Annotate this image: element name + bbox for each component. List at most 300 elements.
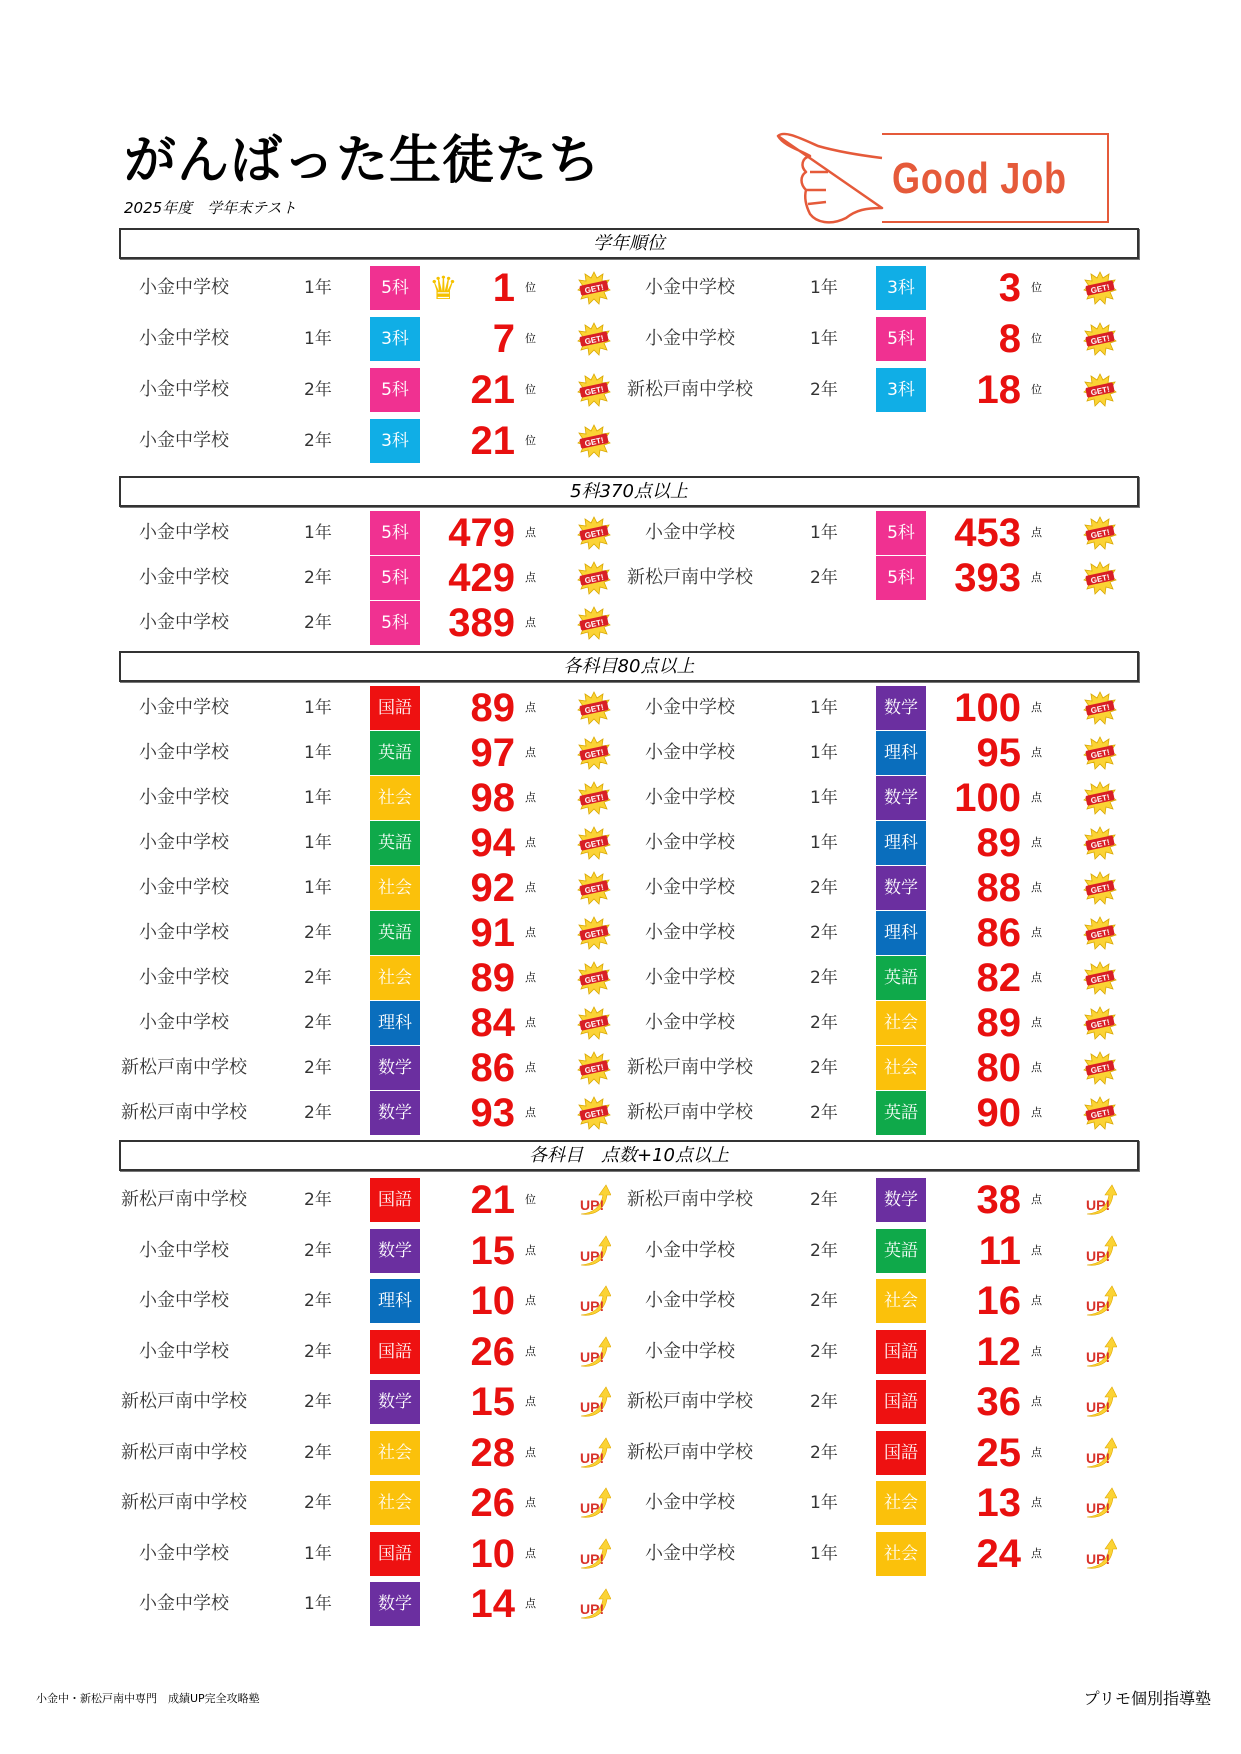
svg-text:UP!: UP!: [1086, 1197, 1111, 1213]
get-badge-icon: [577, 916, 611, 950]
svg-text:GET!: GET!: [1089, 882, 1111, 896]
unit-label: 点: [525, 571, 536, 584]
school-name: 新松戸南中学校: [627, 1391, 753, 1412]
unit-label: 点: [1031, 1061, 1042, 1074]
subject-badge: 数学: [370, 1380, 420, 1424]
subject-badge: 3科: [876, 266, 926, 310]
score-value: 25: [976, 1430, 1021, 1475]
svg-text:GET!: GET!: [1089, 792, 1111, 806]
svg-text:UP!: UP!: [580, 1500, 605, 1516]
subject-badge: 社会: [370, 956, 420, 1000]
svg-text:GET!: GET!: [1089, 972, 1111, 986]
result-entry: [119, 1431, 619, 1475]
result-entry: [625, 1431, 1125, 1475]
get-badge-icon: [1083, 373, 1117, 407]
score-value: 89: [976, 821, 1021, 865]
result-entry: [119, 1380, 619, 1424]
svg-text:GET!: GET!: [1089, 927, 1111, 941]
grade-label: 2年: [304, 1392, 332, 1412]
school-name: 小金中学校: [139, 877, 229, 898]
unit-label: 点: [1031, 1016, 1042, 1029]
svg-text:GET!: GET!: [1089, 702, 1111, 716]
result-entry: [119, 1481, 619, 1525]
score-value: 18: [976, 368, 1021, 412]
subject-badge: 英語: [370, 821, 420, 865]
score-value: 89: [470, 956, 515, 1000]
result-entry: [625, 956, 1125, 1000]
unit-label: 点: [1031, 971, 1042, 984]
subject-badge: 国語: [370, 1532, 420, 1576]
get-badge-icon: [577, 826, 611, 860]
school-name: 小金中学校: [645, 742, 735, 763]
grade-label: 2年: [810, 1103, 838, 1123]
school-name: 小金中学校: [645, 1492, 735, 1513]
unit-label: 点: [525, 926, 536, 939]
svg-text:GET!: GET!: [583, 617, 605, 631]
grade-label: 2年: [304, 1013, 332, 1033]
unit-label: 点: [1031, 1445, 1042, 1459]
result-entry: [625, 1279, 1125, 1323]
svg-text:GET!: GET!: [1089, 1017, 1111, 1031]
unit-label: 点: [1031, 1344, 1042, 1358]
score-value: 389: [448, 601, 515, 645]
school-name: 小金中学校: [645, 1542, 735, 1564]
school-name: 小金中学校: [645, 277, 735, 298]
school-name: 新松戸南中学校: [121, 1492, 247, 1513]
svg-text:GET!: GET!: [1089, 527, 1111, 541]
unit-label: 点: [525, 881, 536, 894]
score-value: 98: [470, 776, 515, 820]
school-name: 小金中学校: [645, 877, 735, 898]
up-arrow-icon: [577, 1486, 611, 1520]
get-badge-icon: [1083, 1006, 1117, 1040]
grade-label: 1年: [304, 878, 332, 898]
unit-label: 点: [1031, 571, 1042, 584]
up-arrow-icon: [1083, 1284, 1117, 1318]
up-arrow-icon: [1083, 1385, 1117, 1419]
result-entry: [119, 266, 619, 310]
get-badge-icon: [577, 271, 611, 305]
subject-badge: 5科: [370, 368, 420, 412]
good-job-badge: [770, 128, 1110, 228]
school-name: 新松戸南中学校: [121, 1441, 247, 1463]
get-badge-icon: [577, 736, 611, 770]
result-entry: [119, 1046, 619, 1090]
score-value: 13: [976, 1481, 1021, 1525]
svg-text:UP!: UP!: [580, 1247, 605, 1264]
school-name: 小金中学校: [645, 328, 735, 349]
result-entry: [119, 1178, 619, 1222]
grade-label: 2年: [304, 968, 332, 988]
grade-label: 2年: [304, 613, 332, 633]
grade-label: 1年: [810, 1543, 838, 1564]
school-name: 小金中学校: [645, 832, 735, 853]
unit-label: 点: [525, 1344, 536, 1358]
svg-text:UP!: UP!: [580, 1449, 605, 1466]
footer-tagline: 小金中・新松戸南中専門 成績UP完全攻略塾: [36, 1692, 260, 1705]
result-entry: [625, 866, 1125, 910]
school-name: 小金中学校: [645, 922, 735, 943]
unit-label: 点: [525, 1546, 536, 1560]
score-value: 15: [470, 1228, 515, 1273]
grade-label: 2年: [810, 1013, 838, 1033]
school-name: 小金中学校: [645, 787, 735, 808]
score-value: 89: [470, 686, 515, 730]
svg-text:UP!: UP!: [1086, 1247, 1111, 1264]
get-badge-icon: [577, 871, 611, 905]
result-entry: [119, 556, 619, 600]
get-badge-icon: [577, 1096, 611, 1130]
grade-label: 2年: [304, 1103, 332, 1123]
unit-label: 位: [1031, 281, 1042, 294]
subject-badge: 国語: [370, 1330, 420, 1374]
up-arrow-icon: [1083, 1537, 1117, 1571]
result-entry: [119, 1582, 619, 1626]
unit-label: 点: [525, 1243, 536, 1257]
unit-label: 点: [1031, 1294, 1042, 1307]
school-name: 小金中学校: [139, 922, 229, 943]
svg-text:GET!: GET!: [583, 747, 605, 761]
grade-label: 2年: [304, 1341, 332, 1362]
score-value: 479: [448, 511, 515, 555]
school-name: 小金中学校: [139, 328, 229, 349]
subject-badge: 理科: [876, 731, 926, 775]
get-badge-icon: [1083, 826, 1117, 860]
unit-label: 点: [1031, 746, 1042, 759]
result-entry: [625, 511, 1125, 555]
up-arrow-icon: [1083, 1486, 1117, 1520]
get-badge-icon: [577, 961, 611, 995]
school-name: 新松戸南中学校: [121, 1102, 247, 1123]
unit-label: 点: [525, 616, 536, 629]
unit-label: 位: [525, 332, 536, 345]
svg-text:GET!: GET!: [583, 837, 605, 851]
subject-badge: 数学: [370, 1582, 420, 1626]
score-value: 16: [976, 1279, 1021, 1323]
subject-badge: 5科: [876, 511, 926, 555]
score-value: 97: [470, 731, 515, 775]
svg-text:GET!: GET!: [583, 927, 605, 941]
up-arrow-icon: [577, 1436, 611, 1470]
school-name: 小金中学校: [139, 967, 229, 988]
unit-label: 位: [525, 434, 536, 447]
school-name: 小金中学校: [139, 697, 229, 718]
svg-text:GET!: GET!: [583, 792, 605, 806]
result-entry: [119, 317, 619, 361]
unit-label: 点: [525, 1597, 536, 1610]
result-entry: [119, 686, 619, 730]
result-entry: [119, 866, 619, 910]
get-badge-icon: [1083, 561, 1117, 595]
grade-label: 2年: [810, 1240, 838, 1261]
grade-label: 2年: [810, 1058, 838, 1078]
score-value: 21: [470, 419, 515, 463]
up-arrow-icon: [577, 1234, 611, 1268]
unit-label: 位: [525, 281, 536, 294]
score-value: 26: [470, 1481, 515, 1525]
subject-badge: 理科: [370, 1001, 420, 1045]
svg-text:GET!: GET!: [583, 1062, 605, 1076]
result-entry: [625, 1178, 1125, 1222]
result-entry: [625, 1229, 1125, 1273]
subject-badge: 社会: [876, 1046, 926, 1090]
school-name: 小金中学校: [139, 1239, 229, 1261]
school-name: 小金中学校: [139, 742, 229, 763]
score-value: 93: [470, 1091, 515, 1135]
svg-text:GET!: GET!: [1089, 384, 1111, 398]
svg-text:UP!: UP!: [580, 1197, 605, 1213]
result-entry: [119, 731, 619, 775]
grade-label: 1年: [304, 278, 332, 298]
school-name: 小金中学校: [139, 567, 229, 588]
grade-label: 2年: [810, 923, 838, 943]
subject-badge: 理科: [370, 1279, 420, 1323]
score-value: 1: [492, 266, 515, 310]
score-value: 12: [976, 1329, 1021, 1374]
score-value: 393: [954, 556, 1021, 600]
up-arrow-icon: [1083, 1234, 1117, 1268]
score-value: 38: [976, 1178, 1021, 1222]
score-value: 86: [470, 1046, 515, 1090]
score-value: 28: [470, 1430, 515, 1475]
page-subtitle: 2025年度 学年末テスト: [124, 199, 297, 217]
svg-text:GET!: GET!: [583, 572, 605, 586]
svg-text:UP!: UP!: [580, 1348, 605, 1365]
score-value: 89: [976, 1001, 1021, 1045]
grade-label: 1年: [304, 788, 332, 808]
svg-text:GET!: GET!: [1089, 333, 1111, 347]
result-entry: [625, 731, 1125, 775]
school-name: 新松戸南中学校: [627, 379, 753, 400]
unit-label: 点: [525, 836, 536, 849]
score-value: 3: [998, 266, 1021, 310]
subject-badge: 3科: [370, 419, 420, 463]
get-badge-icon: [1083, 871, 1117, 905]
svg-text:GET!: GET!: [1089, 572, 1111, 586]
section-header: 各科目80点以上: [119, 651, 1139, 682]
pointing-hand-icon: [770, 128, 890, 228]
result-entry: [119, 1091, 619, 1135]
grade-label: 2年: [304, 923, 332, 943]
result-entry: [625, 1380, 1125, 1424]
get-badge-icon: [1083, 1051, 1117, 1085]
svg-text:GET!: GET!: [583, 527, 605, 541]
result-entry: [119, 911, 619, 955]
subject-badge: 国語: [876, 1431, 926, 1475]
grade-label: 1年: [304, 698, 332, 718]
school-name: 小金中学校: [645, 967, 735, 988]
get-badge-icon: [1083, 516, 1117, 550]
unit-label: 点: [1031, 1243, 1042, 1257]
score-value: 21: [470, 1178, 515, 1222]
unit-label: 点: [525, 1106, 536, 1119]
up-arrow-icon: [577, 1537, 611, 1571]
school-name: 新松戸南中学校: [627, 1441, 753, 1463]
score-value: 36: [976, 1380, 1021, 1424]
svg-text:GET!: GET!: [583, 972, 605, 986]
get-badge-icon: [577, 1006, 611, 1040]
unit-label: 点: [1031, 1496, 1042, 1509]
score-value: 26: [470, 1329, 515, 1374]
result-entry: [119, 1229, 619, 1273]
svg-text:UP!: UP!: [1086, 1550, 1111, 1567]
svg-text:GET!: GET!: [1089, 1062, 1111, 1076]
subject-badge: 5科: [876, 317, 926, 361]
up-arrow-icon: [1083, 1436, 1117, 1470]
subject-badge: 社会: [370, 1481, 420, 1525]
grade-label: 2年: [304, 1493, 332, 1513]
unit-label: 点: [1031, 881, 1042, 894]
svg-text:UP!: UP!: [580, 1601, 605, 1617]
unit-label: 点: [525, 1016, 536, 1029]
subject-badge: 理科: [876, 911, 926, 955]
grade-label: 1年: [304, 329, 332, 349]
svg-text:GET!: GET!: [1089, 837, 1111, 851]
svg-text:UP!: UP!: [580, 1550, 605, 1567]
unit-label: 位: [525, 383, 536, 396]
grade-label: 2年: [810, 968, 838, 988]
unit-label: 点: [525, 1395, 536, 1408]
grade-label: 1年: [304, 833, 332, 853]
grade-label: 2年: [304, 1291, 332, 1311]
svg-text:UP!: UP!: [580, 1399, 605, 1415]
subject-badge: 社会: [876, 1532, 926, 1576]
result-entry: [119, 1532, 619, 1576]
subject-badge: 英語: [876, 1091, 926, 1135]
svg-text:GET!: GET!: [583, 882, 605, 896]
subject-badge: 5科: [370, 266, 420, 310]
subject-badge: 数学: [370, 1091, 420, 1135]
up-arrow-icon: [577, 1284, 611, 1318]
unit-label: 点: [1031, 926, 1042, 939]
subject-badge: 数学: [876, 1178, 926, 1222]
result-entry: [625, 1091, 1125, 1135]
grade-label: 1年: [304, 1594, 332, 1614]
score-value: 10: [470, 1531, 515, 1576]
school-name: 小金中学校: [139, 430, 229, 451]
result-entry: [119, 1279, 619, 1323]
result-entry: [625, 1330, 1125, 1374]
score-value: 8: [998, 317, 1021, 361]
school-name: 新松戸南中学校: [627, 1102, 753, 1123]
school-name: 小金中学校: [139, 787, 229, 808]
grade-label: 2年: [304, 568, 332, 588]
grade-label: 2年: [810, 1190, 838, 1210]
subject-badge: 数学: [370, 1046, 420, 1090]
get-badge-icon: [1083, 322, 1117, 356]
unit-label: 点: [1031, 1395, 1042, 1408]
result-entry: [119, 956, 619, 1000]
score-value: 95: [976, 731, 1021, 775]
unit-label: 点: [1031, 526, 1042, 539]
score-value: 14: [470, 1582, 515, 1626]
svg-text:UP!: UP!: [1086, 1348, 1111, 1365]
subject-badge: 英語: [876, 956, 926, 1000]
score-value: 90: [976, 1091, 1021, 1135]
unit-label: 点: [525, 701, 536, 714]
svg-text:GET!: GET!: [583, 1107, 605, 1121]
subject-badge: 英語: [370, 731, 420, 775]
subject-badge: 英語: [876, 1229, 926, 1273]
school-name: 小金中学校: [139, 832, 229, 853]
school-name: 小金中学校: [139, 1340, 229, 1362]
get-badge-icon: [1083, 271, 1117, 305]
result-entry: [119, 511, 619, 555]
unit-label: 点: [1031, 1546, 1042, 1560]
score-value: 100: [954, 776, 1021, 820]
up-arrow-icon: [577, 1587, 611, 1621]
subject-badge: 数学: [876, 686, 926, 730]
subject-badge: 5科: [370, 511, 420, 555]
result-entry: [625, 686, 1125, 730]
score-value: 453: [954, 511, 1021, 555]
svg-text:GET!: GET!: [583, 384, 605, 398]
score-value: 11: [978, 1228, 1021, 1273]
score-value: 15: [470, 1380, 515, 1424]
section-header: 各科目 点数+10点以上: [119, 1140, 1139, 1171]
subject-badge: 英語: [370, 911, 420, 955]
grade-label: 1年: [304, 1543, 332, 1564]
score-value: 80: [976, 1046, 1021, 1090]
unit-label: 点: [525, 791, 536, 804]
grade-label: 1年: [810, 743, 838, 763]
subject-badge: 社会: [370, 776, 420, 820]
result-entry: [119, 1330, 619, 1374]
svg-text:GET!: GET!: [583, 282, 605, 296]
svg-text:GET!: GET!: [583, 1017, 605, 1031]
grade-label: 2年: [810, 1341, 838, 1362]
grade-label: 1年: [304, 743, 332, 763]
up-arrow-icon: [1083, 1335, 1117, 1369]
score-value: 10: [470, 1279, 515, 1323]
result-entry: [625, 911, 1125, 955]
get-badge-icon: [577, 373, 611, 407]
grade-label: 2年: [304, 1442, 332, 1463]
grade-label: 2年: [304, 1058, 332, 1078]
unit-label: 点: [525, 971, 536, 984]
subject-badge: 社会: [876, 1001, 926, 1045]
get-badge-icon: [577, 424, 611, 458]
school-name: 新松戸南中学校: [627, 567, 753, 588]
svg-text:UP!: UP!: [580, 1298, 605, 1314]
result-entry: [119, 601, 619, 645]
result-entry: [625, 556, 1125, 600]
subject-badge: 数学: [876, 866, 926, 910]
get-badge-icon: [577, 606, 611, 640]
grade-label: 1年: [810, 1493, 838, 1513]
school-name: 小金中学校: [139, 277, 229, 298]
up-arrow-icon: [577, 1183, 611, 1217]
get-badge-icon: [1083, 961, 1117, 995]
unit-label: 点: [525, 746, 536, 759]
get-badge-icon: [577, 691, 611, 725]
get-badge-icon: [577, 516, 611, 550]
svg-text:UP!: UP!: [1086, 1399, 1111, 1415]
grade-label: 2年: [304, 1240, 332, 1261]
get-badge-icon: [1083, 691, 1117, 725]
svg-text:UP!: UP!: [1086, 1298, 1111, 1314]
grade-label: 1年: [810, 788, 838, 808]
result-entry: [625, 821, 1125, 865]
grade-label: 2年: [810, 568, 838, 588]
grade-label: 2年: [304, 1190, 332, 1210]
school-name: 新松戸南中学校: [121, 1391, 247, 1412]
school-name: 小金中学校: [139, 1542, 229, 1564]
up-arrow-icon: [577, 1335, 611, 1369]
school-name: 小金中学校: [139, 1290, 229, 1311]
school-name: 新松戸南中学校: [627, 1057, 753, 1078]
score-value: 21: [470, 368, 515, 412]
